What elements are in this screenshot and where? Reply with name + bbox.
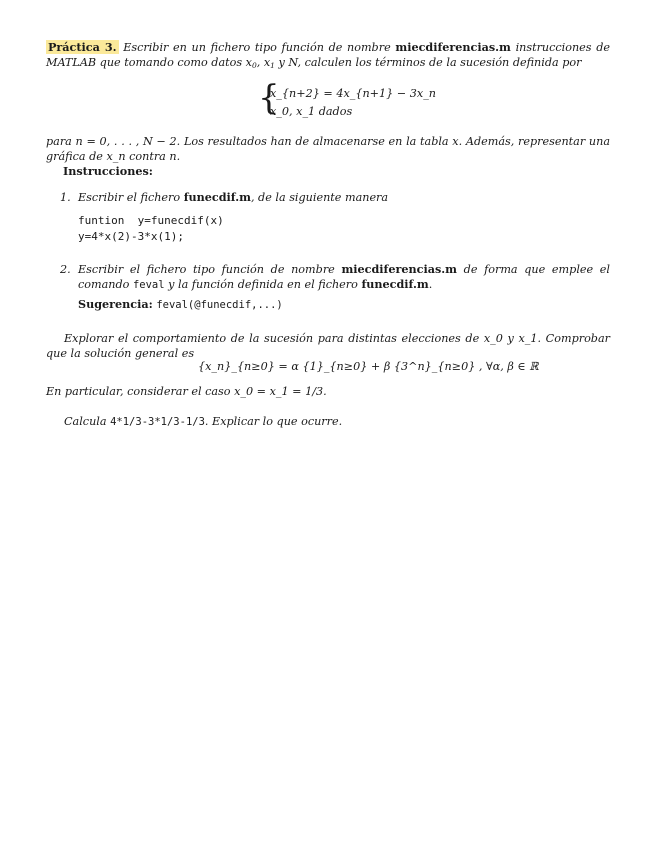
particular-case: En particular, considerar el caso x_0 = x_1 = 1/3.	[46, 385, 327, 398]
left-brace: {	[258, 78, 280, 118]
after-system-paragraph: para n = 0, . . . , N − 2. Los resultados han de almacenarse en la tabla x. Además, representar una gráfica de x_n contra n.	[46, 135, 610, 163]
item1-text-end: , de la siguiente manera	[250, 191, 389, 204]
suggestion	[78, 297, 642, 313]
list-item-2	[62, 262, 610, 293]
item2-command: feval	[132, 279, 165, 291]
intro-paragraph	[46, 40, 610, 70]
system-line-2: x_0, x_1 dados	[270, 105, 353, 118]
item1-number: 1.	[60, 191, 71, 204]
practice-title: Práctica 3.	[48, 40, 117, 54]
list-item-1	[62, 190, 610, 205]
intro-text-3: , calculen los términos de la sucesión definida por	[297, 56, 582, 69]
intro-text-2: instrucciones de MATLAB que tomando como datos	[46, 41, 610, 69]
intro-text-1: Escribir en un fichero tipo función de nombre	[123, 41, 391, 54]
item2-body: Escribir el fichero tipo función de nombre miecdiferencias.m de forma que emplee el comando feval y la función definida en el fichero funecdif.m.	[78, 262, 610, 291]
intro-filename: miecdiferencias.m	[395, 40, 511, 54]
suggestion-label: Sugerencia:	[78, 297, 153, 311]
item2-filename: miecdiferencias.m	[341, 262, 457, 276]
item2-filename-2: funecdif.m	[361, 277, 429, 291]
calc-paragraph	[64, 414, 628, 430]
item2-text-3: y la función definida en el fichero	[168, 278, 358, 291]
item2-text-2: de forma que emplee el comando	[78, 263, 610, 291]
calc-text-end: . Explicar lo que ocurre.	[204, 415, 343, 428]
instructions-heading: Instrucciones:	[63, 164, 153, 178]
explore-paragraph: Explorar el comportamiento de la sucesión para distintas elecciones de x_0 y x_1. Comprobar que la solución general es	[46, 332, 610, 360]
calc-code: 4*1/3-3*1/3-1/3	[110, 416, 205, 428]
general-solution-formula: {x_n}_{n≥0} = α {1}_{n≥0} + β {3^n}_{n≥0} , ∀α, β ∈ ℝ	[198, 360, 539, 373]
code-line-1: funtion y=funecdif(x)	[78, 214, 224, 227]
calc-text: Calcula	[64, 415, 107, 428]
suggestion-code: feval(@funecdif,...)	[156, 299, 283, 311]
system-line-1: x_{n+2} = 4x_{n+1} − 3x_n	[270, 87, 436, 100]
item1-filename: funecdif.m	[183, 190, 251, 204]
item1-text: Escribir el fichero	[78, 191, 181, 204]
recurrence-system	[258, 78, 458, 122]
intro-vars: $x_0$, $x_1$ y N	[245, 56, 298, 70]
item2-number: 2.	[60, 263, 71, 276]
code-line-2: y=4*x(2)-3*x(1);	[78, 230, 184, 243]
item2-text-1: Escribir el fichero tipo función de nombre	[78, 263, 335, 276]
